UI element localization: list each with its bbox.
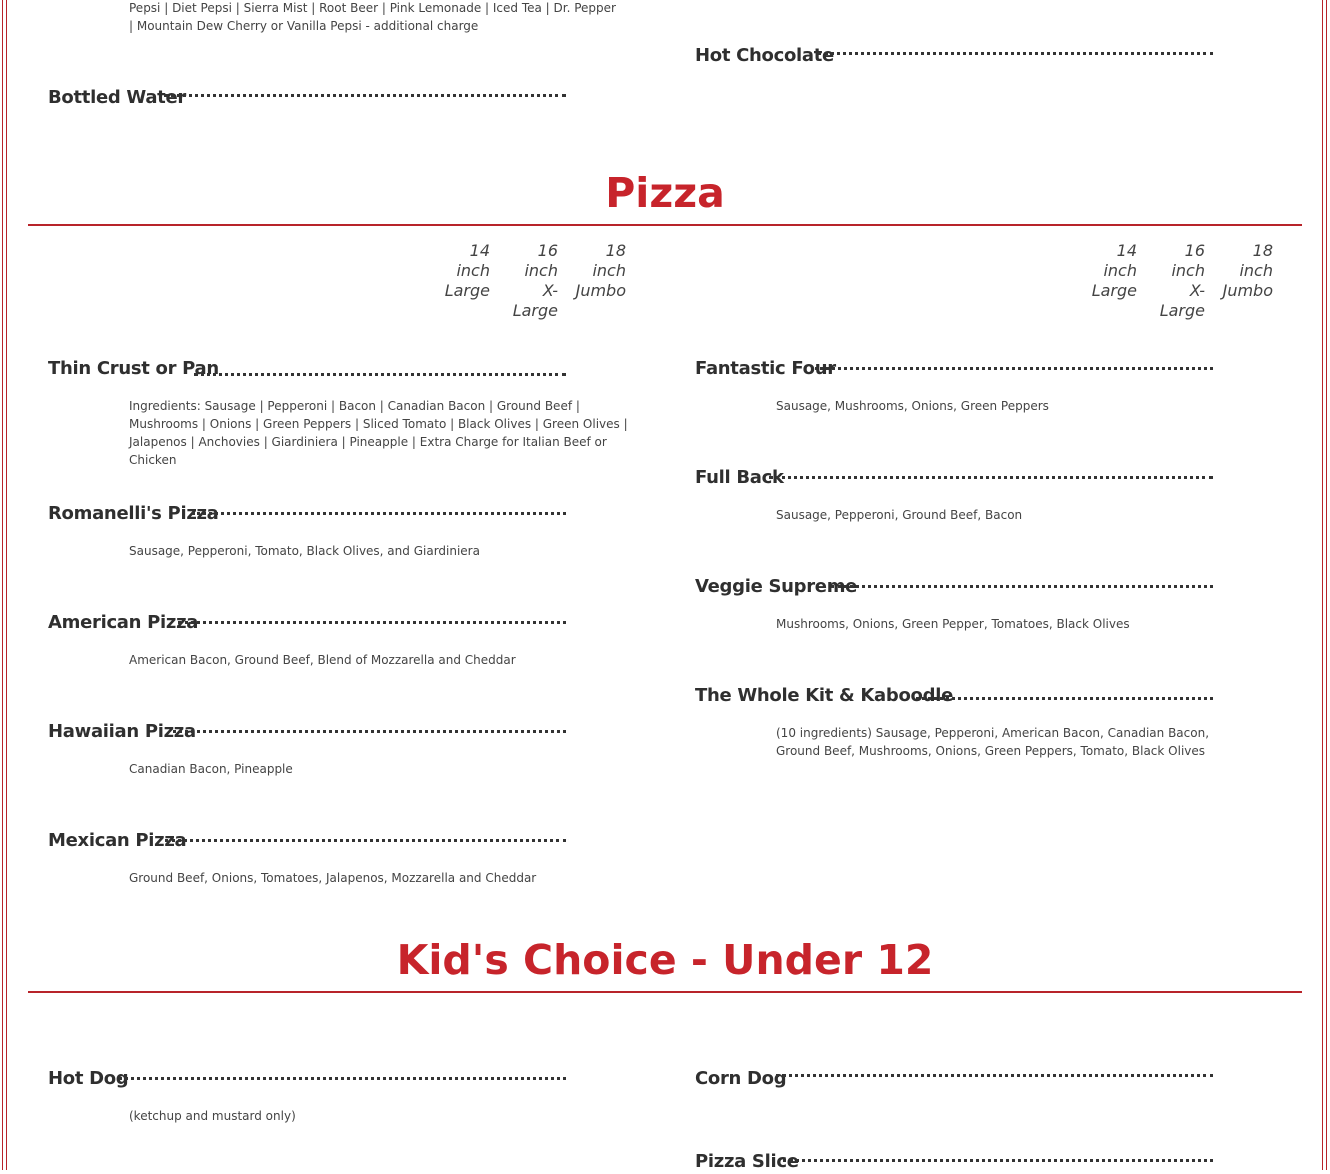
- mexican-pizza-description: Ground Beef, Onions, Tomatoes, Jalapenos, Mozzarella and Cheddar: [129, 871, 537, 885]
- hot-dog-title: Hot Dog: [48, 1068, 129, 1089]
- romanelli-pizza-description: Sausage, Pepperoni, Tomato, Black Olives, and Giardiniera: [129, 544, 480, 558]
- size-header-14-inch: 14 inch Large: [444, 241, 490, 300]
- whole-kit-description: (10 ingredients) Sausage, Pepperoni, American Bacon, Canadian Bacon, Ground Beef, Mushrooms, Onions, Green Peppers, Tomato, Black Olives: [776, 726, 1210, 758]
- hot-dog-description: (ketchup and mustard only): [129, 1109, 296, 1123]
- dot-leader: [194, 373, 566, 376]
- dot-leader: [783, 1159, 1213, 1162]
- bottled-water-title: Bottled Water: [48, 87, 186, 108]
- dot-leader: [178, 621, 566, 624]
- dot-leader: [192, 512, 566, 515]
- dot-leader: [815, 367, 1213, 370]
- dot-leader: [173, 730, 566, 733]
- fantastic-four-title: Fantastic Four: [695, 358, 836, 379]
- corn-dog-title: Corn Dog: [695, 1068, 787, 1089]
- romanelli-pizza-title: Romanelli's Pizza: [48, 503, 219, 524]
- dot-leader: [916, 697, 1213, 700]
- hawaiian-pizza-description: Canadian Bacon, Pineapple: [129, 762, 293, 776]
- thin-crust-description: Ingredients: Sausage | Pepperoni | Bacon | Canadian Bacon | Ground Beef | Mushrooms | Onions | Green Peppers | Sliced Tomato | Black Olives | Green Olives | Jalapenos | Anchovies | Giardiniera | Pineapple | Extra Charge for Italian Beef or Chicken: [129, 399, 628, 467]
- size-header-18-inch: 18 inch Jumbo: [1222, 241, 1273, 300]
- veggie-supreme-title: Veggie Supreme: [695, 576, 858, 597]
- dot-leader: [831, 585, 1213, 588]
- kids-section-divider: [28, 991, 1302, 993]
- size-header-14-inch: 14 inch Large: [1091, 241, 1137, 300]
- hawaiian-pizza-title: Hawaiian Pizza: [48, 721, 196, 742]
- dot-leader: [769, 476, 1213, 479]
- dot-leader: [165, 839, 566, 842]
- american-pizza-title: American Pizza: [48, 612, 199, 633]
- pizza-section-title: Pizza: [605, 169, 725, 217]
- pizza-slice-title: Pizza Slice: [695, 1151, 799, 1172]
- full-back-title: Full Back: [695, 467, 784, 488]
- kids-section-title: Kid's Choice - Under 12: [396, 936, 934, 984]
- pizza-section-divider: [28, 224, 1302, 226]
- fantastic-four-description: Sausage, Mushrooms, Onions, Green Peppers: [776, 399, 1049, 413]
- dot-leader: [776, 1074, 1213, 1077]
- size-header-18-inch: 18 inch Jumbo: [575, 241, 626, 300]
- soda-flavors-description: Pepsi | Diet Pepsi | Sierra Mist | Root Beer | Pink Lemonade | Iced Tea | Dr. Pepper | Mountain Dew Cherry or Vanilla Pepsi - additional charge: [129, 1, 616, 33]
- hot-chocolate-title: Hot Chocolate: [695, 45, 834, 66]
- thin-crust-title: Thin Crust or Pan: [48, 358, 219, 379]
- american-pizza-description: American Bacon, Ground Beef, Blend of Mozzarella and Cheddar: [129, 653, 516, 667]
- full-back-description: Sausage, Pepperoni, Ground Beef, Bacon: [776, 508, 1023, 522]
- mexican-pizza-title: Mexican Pizza: [48, 830, 187, 851]
- veggie-supreme-description: Mushrooms, Onions, Green Pepper, Tomatoes, Black Olives: [776, 617, 1130, 631]
- size-header-16-inch: 16 inch X- Large: [1159, 241, 1205, 320]
- size-header-16-inch: 16 inch X- Large: [512, 241, 558, 320]
- whole-kit-title: The Whole Kit & Kaboodle: [695, 685, 953, 706]
- dot-leader: [164, 94, 566, 97]
- dot-leader: [818, 52, 1213, 55]
- dot-leader: [119, 1077, 566, 1080]
